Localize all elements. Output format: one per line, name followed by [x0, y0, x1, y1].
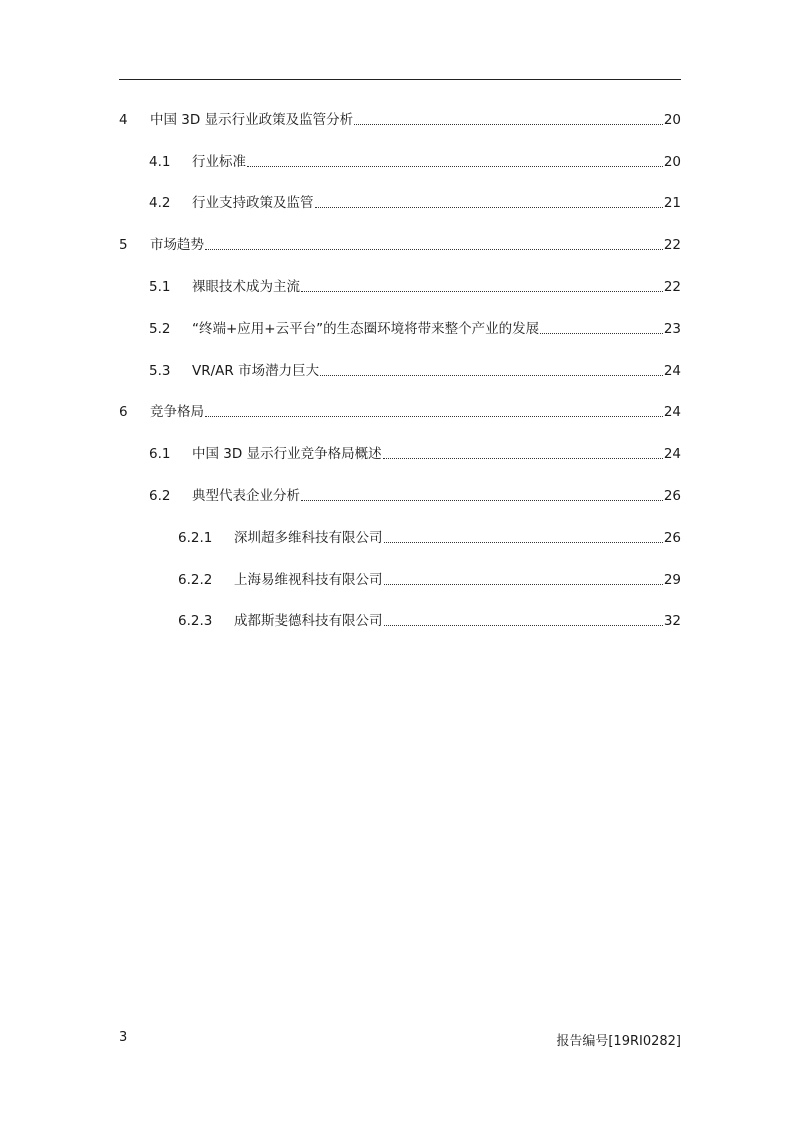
toc-entry-number: 5.1: [149, 279, 171, 296]
toc-entry[interactable]: [119, 559, 681, 601]
toc-entry-page: 23: [663, 320, 681, 337]
toc-entry-title: 市场趋势: [150, 237, 204, 254]
toc-dot-leader: [301, 489, 663, 503]
toc-entry-title: 行业标准: [192, 153, 246, 170]
toc-entry[interactable]: [119, 350, 681, 392]
toc-entry-title: 典型代表企业分析: [192, 488, 300, 505]
toc-entry[interactable]: [119, 433, 681, 475]
toc-entry-number: 6: [119, 404, 128, 421]
toc-entry-page: 21: [663, 195, 681, 212]
toc-dot-leader: [383, 447, 663, 461]
toc-entry-number: 6.2: [149, 488, 171, 505]
header-rule: [119, 79, 681, 80]
toc-entry-page: 24: [663, 404, 681, 421]
toc-dot-leader: [320, 364, 663, 378]
toc-dot-leader: [540, 322, 663, 336]
table-of-contents: [119, 99, 681, 642]
footer-page-number: 3: [119, 1030, 128, 1045]
toc-entry-title: 竞争格局: [150, 404, 204, 421]
toc-entry-page: 26: [663, 488, 681, 505]
toc-entry[interactable]: [119, 183, 681, 225]
toc-dot-leader: [354, 113, 663, 127]
toc-entry-title: 行业支持政策及监管: [192, 195, 314, 212]
toc-entry[interactable]: [119, 475, 681, 517]
toc-dot-leader: [315, 196, 663, 210]
toc-entry-number: 6.2.2: [178, 571, 213, 588]
toc-dot-leader: [205, 405, 663, 419]
toc-entry[interactable]: [119, 266, 681, 308]
footer-report-id: 报告编号[19RI0282]: [556, 1034, 681, 1049]
toc-entry-number: 5: [119, 237, 128, 254]
toc-entry-number: 4: [119, 111, 128, 128]
toc-entry-title: VR/AR 市场潜力巨大: [192, 362, 320, 379]
toc-entry-number: 4.2: [149, 195, 171, 212]
toc-entry[interactable]: [119, 392, 681, 434]
toc-entry[interactable]: [119, 517, 681, 559]
toc-entry-number: 6.2.3: [178, 613, 213, 630]
toc-entry-page: 29: [663, 571, 681, 588]
toc-entry-number: 4.1: [149, 153, 171, 170]
toc-entry[interactable]: [119, 601, 681, 643]
toc-entry-title: 深圳超多维科技有限公司: [234, 529, 383, 546]
toc-entry-page: 22: [663, 279, 681, 296]
toc-dot-leader: [205, 238, 663, 252]
toc-entry-page: 32: [663, 613, 681, 630]
toc-entry-number: 6.1: [149, 446, 171, 463]
toc-entry-title: 上海易维视科技有限公司: [234, 571, 383, 588]
toc-dot-leader: [384, 573, 663, 587]
toc-entry-title: 成都斯斐德科技有限公司: [234, 613, 383, 630]
toc-entry-number: 5.3: [149, 362, 171, 379]
toc-dot-leader: [247, 155, 663, 169]
toc-entry-page: 20: [663, 111, 681, 128]
toc-entry-number: 6.2.1: [178, 529, 213, 546]
toc-entry[interactable]: [119, 308, 681, 350]
toc-entry-page: 22: [663, 237, 681, 254]
toc-entry-title: “终端+应用+云平台”的生态圈环境将带来整个产业的发展: [192, 320, 540, 337]
toc-dot-leader: [301, 280, 663, 294]
toc-entry-title: 裸眼技术成为主流: [192, 279, 300, 296]
toc-dot-leader: [384, 614, 663, 628]
toc-entry[interactable]: [119, 141, 681, 183]
toc-entry-title: 中国 3D 显示行业竞争格局概述: [192, 446, 382, 463]
toc-entry-page: 20: [663, 153, 681, 170]
toc-entry-title: 中国 3D 显示行业政策及监管分析: [150, 111, 354, 128]
toc-dot-leader: [384, 531, 663, 545]
toc-entry[interactable]: [119, 99, 681, 141]
toc-entry-number: 5.2: [149, 320, 171, 337]
toc-entry-page: 26: [663, 529, 681, 546]
toc-entry[interactable]: [119, 224, 681, 266]
toc-entry-page: 24: [663, 446, 681, 463]
toc-entry-page: 24: [663, 362, 681, 379]
